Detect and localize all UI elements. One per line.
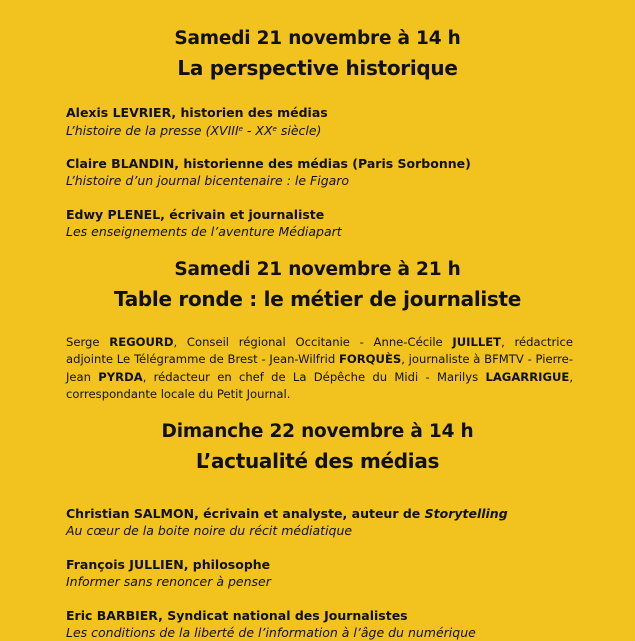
section-title: Table ronde : le métier de journaliste xyxy=(113,287,522,311)
speaker-entry xyxy=(66,505,586,539)
section-2-header xyxy=(0,259,635,311)
talk-title: Les conditions de la liberté de l’information à l’âge du numérique xyxy=(66,625,476,640)
section-date: Samedi 21 novembre à 21 h xyxy=(174,259,461,280)
superscript: e xyxy=(238,125,243,133)
talk-title-part: siècle) xyxy=(276,123,322,138)
panel-text: , rédacteur en chef de La Dépêche du Midi - Marilys xyxy=(142,369,486,384)
speaker-name xyxy=(66,505,586,522)
panel-text: Serge xyxy=(66,335,110,349)
panel-text: , rédactrice adjointe Le Télégramme de Brest - Jean-Wilfrid xyxy=(66,335,573,367)
section-title: L’actualité des médias xyxy=(195,449,440,473)
speaker-entry xyxy=(66,104,586,139)
speaker-name: Edwy PLENEL, écrivain et journaliste xyxy=(66,207,325,222)
participant-surname: JUILLET xyxy=(452,335,502,349)
speaker-name-part: Christian SALMON, écrivain et analyste, auteur de xyxy=(66,506,425,521)
participant-surname: PYRDA xyxy=(98,369,143,384)
talk-title: L’histoire d’un journal bicentenaire : le Figaro xyxy=(66,173,350,188)
speaker-name: Eric BARBIER, Syndicat national des Journalistes xyxy=(66,608,408,623)
talk-title: Les enseignements de l’aventure Médiapart xyxy=(66,224,342,239)
participant-surname: FORQUÈS xyxy=(338,352,402,367)
talk-title: Au cœur de la boite noire du récit médiatique xyxy=(66,523,353,538)
panel-text: , correspondante locale du Petit Journal. xyxy=(66,369,573,401)
panel-text: , Conseil régional Occitanie - Anne-Cécile xyxy=(173,335,453,349)
speaker-name: Alexis LEVRIER, historien des médias xyxy=(66,105,328,120)
speaker-name: François JULLIEN, philosophe xyxy=(66,557,271,572)
speaker-entry xyxy=(66,607,586,641)
talk-title-part: L’histoire de la presse (XVIII xyxy=(66,123,239,138)
superscript: e xyxy=(272,125,277,133)
speaker-entry xyxy=(66,155,586,189)
section-title: La perspective historique xyxy=(177,56,458,80)
speaker-name: Claire BLANDIN, historienne des médias (Paris Sorbonne) xyxy=(66,156,471,171)
book-title: Storytelling xyxy=(424,506,508,521)
speaker-entry xyxy=(66,206,586,240)
talk-title: Informer sans renoncer à penser xyxy=(66,574,271,589)
section-1-header xyxy=(0,28,635,80)
participant-surname: REGOURD xyxy=(109,335,174,349)
section-date: Samedi 21 novembre à 14 h xyxy=(174,28,461,49)
participant-surname: LAGARRIGUE xyxy=(485,369,570,384)
section-3-header xyxy=(0,421,635,473)
panel-participants xyxy=(66,334,573,403)
talk-title-part: - XX xyxy=(242,123,273,138)
section-date: Dimanche 22 novembre à 14 h xyxy=(161,421,474,442)
talk-title xyxy=(66,121,586,139)
panel-text: , journaliste à BFMTV - Pierre-Jean xyxy=(66,352,573,384)
speaker-entry xyxy=(66,556,586,590)
